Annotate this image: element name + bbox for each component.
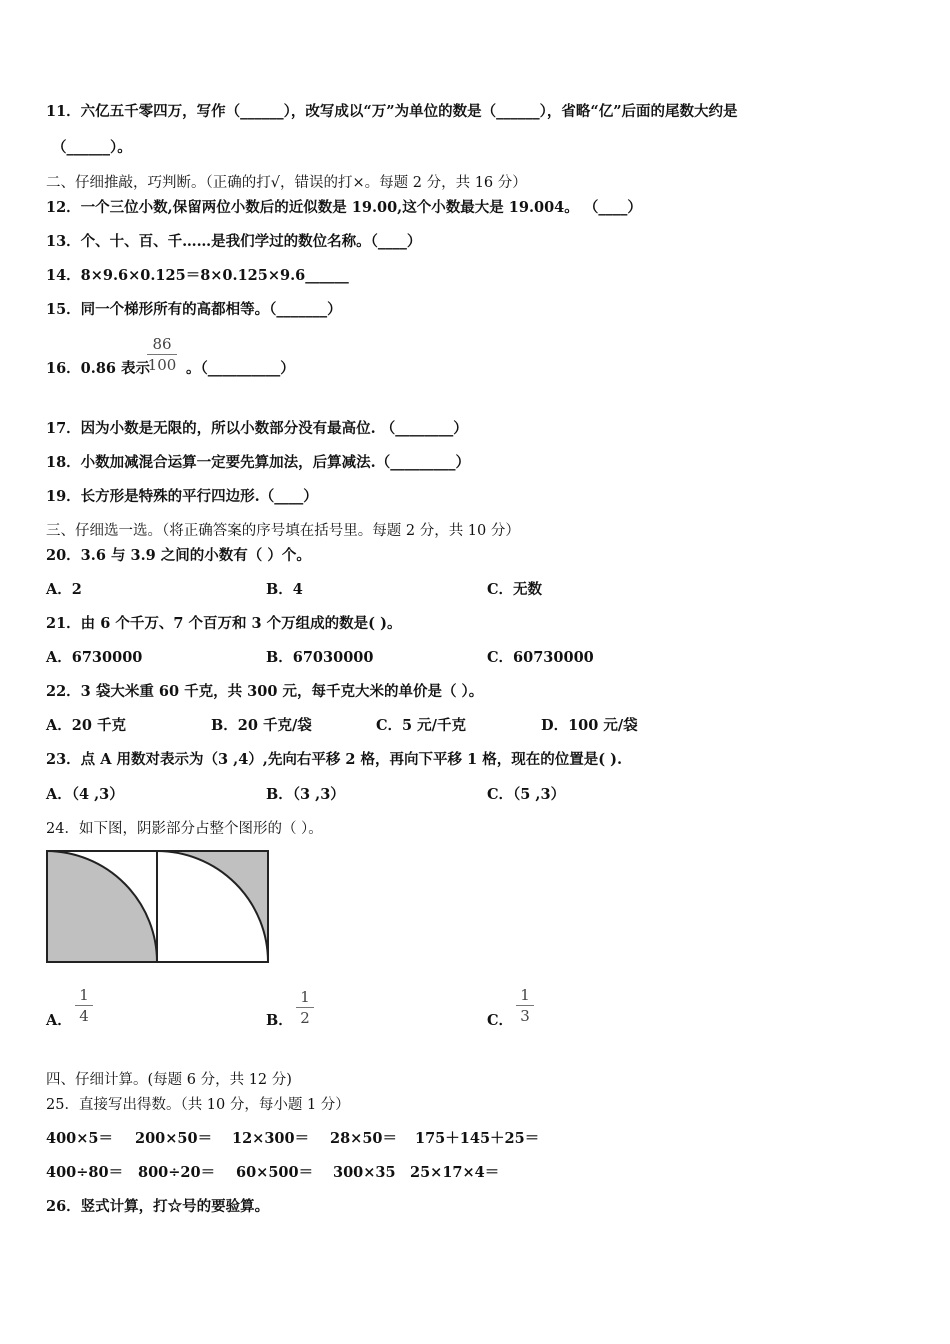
q20-option-b: B．4 [266,581,303,598]
question-16-suffix: 。（__________） [186,360,295,377]
q24-option-c-fraction [516,986,534,1025]
q20-option-a: A．2 [46,581,82,598]
question-26: 26．竖式计算，打☆号的要验算。 [46,1198,270,1215]
fraction-bar [147,354,177,355]
q25-item: 25×17×4＝ [410,1164,500,1181]
q20-option-c: C．无数 [487,581,543,598]
q22-option-d: D．100 元/袋 [541,717,638,734]
left-shaded-region [47,851,157,962]
q22-option-a: A．20 千克 [46,717,126,734]
q25-item: 28×50＝ [330,1130,398,1147]
q25-item: 400×5＝ [46,1130,114,1147]
question-25: 25．直接写出得数。（共 10 分，每小题 1 分） [46,1097,350,1113]
q21-option-a: A．6730000 [46,649,143,666]
fraction-denominator: 100 [147,356,177,374]
section-4-heading: 四、仔细计算。(每题 6 分，共 12 分) [46,1072,292,1088]
question-20: 20．3.6 与 3.9 之间的小数有（ ）个。 [46,547,311,564]
question-13: 13．个、十、百、千……是我们学过的数位名称。（____） [46,233,422,250]
fraction-numerator: 1 [520,986,530,1004]
q24-option-a-label: A． [46,1012,72,1029]
q25-item: 400÷80＝ [46,1164,124,1181]
q24-option-b-fraction [296,988,314,1027]
question-15: 15．同一个梯形所有的高都相等。（_______） [46,301,342,318]
q23-option-c: C．（5 ,3） [487,786,566,803]
fraction-numerator: 1 [300,988,310,1006]
q25-item: 200×50＝ [135,1130,213,1147]
question-16-prefix: 16．0.86 表示 [46,360,151,377]
question-19: 19．长方形是特殊的平行四边形.（____） [46,488,318,505]
question-24: 24．如下图，阴影部分占整个图形的（ ）。 [46,821,323,837]
section-2-heading: 二、仔细推敲，巧判断。（正确的打√，错误的打×。每题 2 分，共 16 分） [46,175,527,191]
section-3-heading: 三、仔细选一选。（将正确答案的序号填在括号里。每题 2 分，共 10 分） [46,523,520,539]
fraction-denominator: 4 [79,1007,89,1025]
fraction-denominator: 2 [300,1009,310,1027]
question-16-fraction [147,335,177,374]
fraction-bar [75,1005,93,1006]
q24-option-b-label: B． [266,1012,293,1029]
fraction-bar [296,1007,314,1008]
q25-item: 60×500＝ [236,1164,314,1181]
q22-option-b: B．20 千克/袋 [211,717,312,734]
question-17: 17．因为小数是无限的，所以小数部分没有最高位. （________） [46,420,468,437]
q25-item: 12×300＝ [232,1130,310,1147]
q22-option-c: C．5 元/千克 [376,717,466,734]
q25-item: 175＋145＋25＝ [415,1130,540,1147]
shaded-figure [44,848,272,966]
fraction-denominator: 3 [520,1007,530,1025]
q21-option-b: B．67030000 [266,649,374,666]
q23-option-a: A．（4 ,3） [46,786,124,803]
q25-item: 800÷20＝ [138,1164,216,1181]
q23-option-b: B．（3 ,3） [266,786,345,803]
question-14: 14．8×9.6×0.125＝8×0.125×9.6______ [46,267,349,284]
fraction-numerator: 86 [152,335,172,353]
question-18: 18．小数加减混合运算一定要先算加法，后算减法.（_________） [46,454,470,471]
fraction-numerator: 1 [79,986,89,1004]
q21-option-c: C．60730000 [487,649,594,666]
question-22: 22．3 袋大米重 60 千克，共 300 元，每千克大米的单价是（ ）。 [46,683,484,700]
q25-item: 300×35 [333,1164,396,1181]
q24-option-a-fraction [75,986,93,1025]
question-12: 12．一个三位小数,保留两位小数后的近似数是 19.00,这个小数最大是 19.004。 （____） [46,199,642,216]
question-23: 23．点 A 用数对表示为（3 ,4）,先向右平移 2 格，再向下平移 1 格，现在的位置是( ). [46,751,623,768]
fraction-bar [516,1005,534,1006]
question-11-line1: 11．六亿五千零四万，写作（______），改写成以“万”为单位的数是（______），省略“亿”后面的尾数大约是 [46,103,738,120]
question-11-line2: （______）。 [52,139,132,156]
question-21: 21．由 6 个千万、7 个百万和 3 个万组成的数是( )。 [46,615,402,632]
right-shaded-region [157,851,268,962]
q24-option-c-label: C． [487,1012,514,1029]
